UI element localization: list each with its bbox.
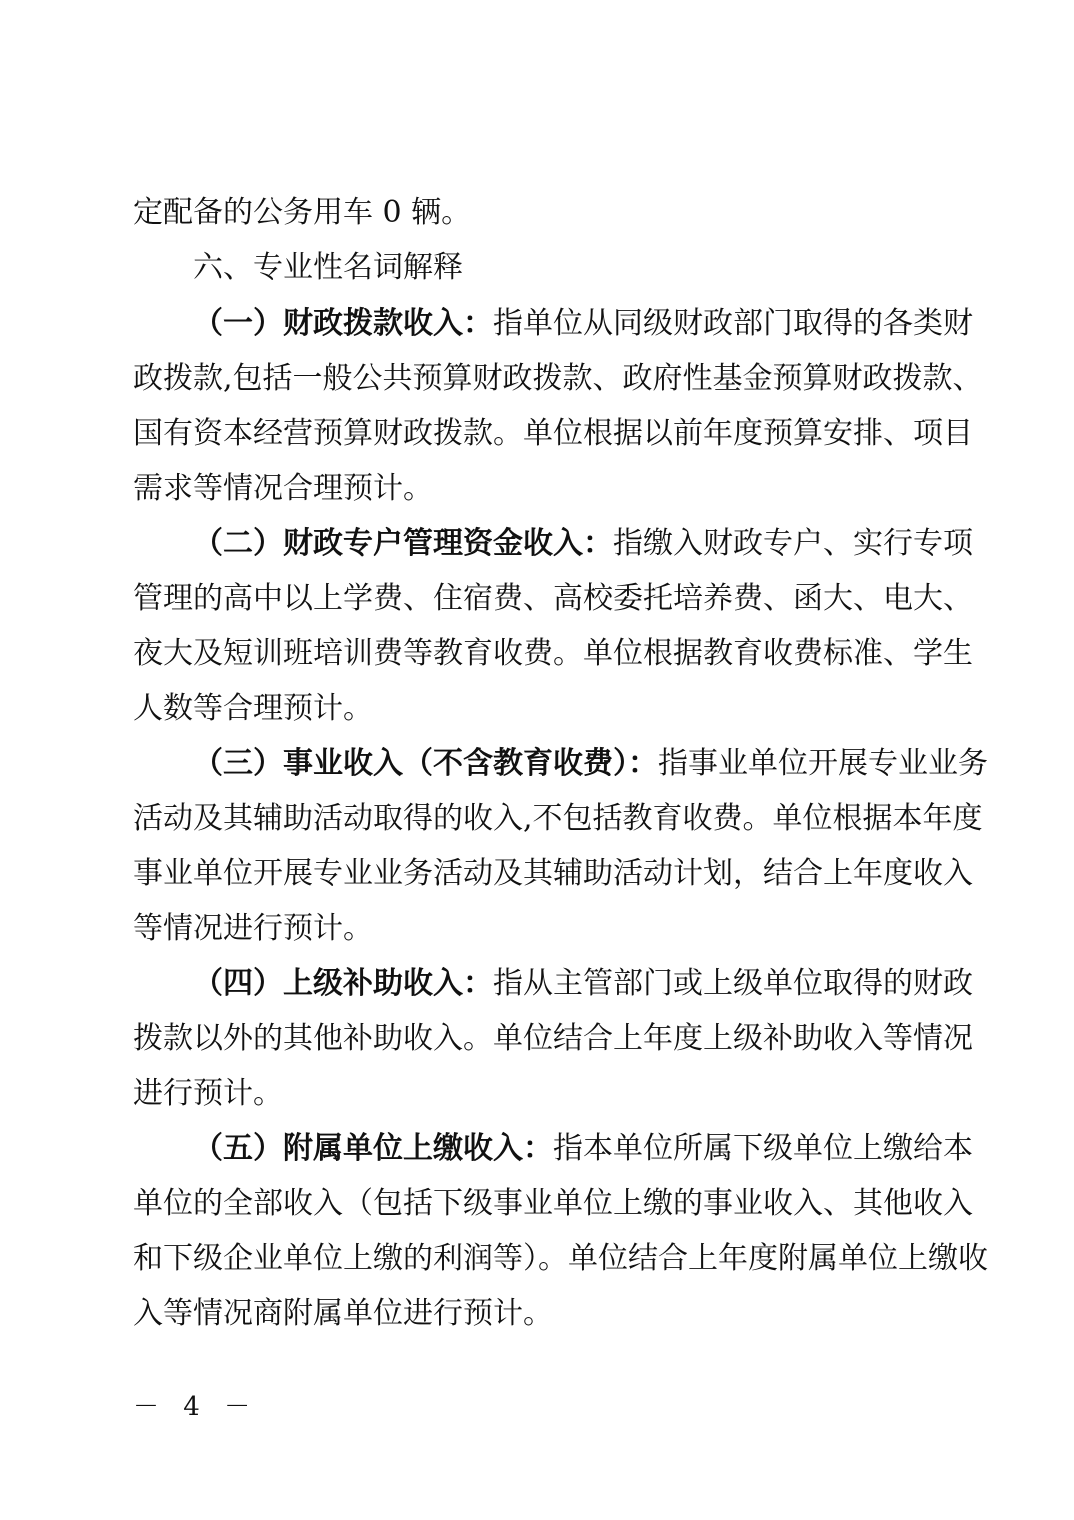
item-4-text: 指从主管部门或上级单位取得的财政 — [493, 966, 973, 1001]
continuation-line: 定配备的公务用车 0 辆。 — [133, 195, 472, 230]
item-3-first-line — [193, 744, 988, 784]
item-2-term: （二）财政专户管理资金收入： — [193, 526, 613, 561]
item-5-first-line — [193, 1129, 973, 1169]
item-2-line-3: 夜大及短训班培训费等教育收费。单位根据教育收费标准、学生 — [133, 636, 973, 671]
item-4-term: （四）上级补助收入： — [193, 966, 493, 1001]
item-5-line-4: 入等情况商附属单位进行预计。 — [133, 1296, 553, 1331]
section-heading: 六、专业性名词解释 — [193, 250, 463, 285]
item-4-line-2: 拨款以外的其他补助收入。单位结合上年度上级补助收入等情况 — [133, 1021, 973, 1056]
item-2-first-line — [193, 524, 973, 564]
item-1-line-3: 国有资本经营预算财政拨款。单位根据以前年度预算安排、项目 — [133, 416, 973, 451]
item-4-line-3: 进行预计。 — [133, 1076, 283, 1111]
item-5-text: 指本单位所属下级单位上缴给本 — [553, 1131, 973, 1166]
item-4-first-line — [193, 964, 973, 1004]
item-3-line-2: 活动及其辅助活动取得的收入,不包括教育收费。单位根据本年度 — [133, 801, 983, 836]
item-1-term: （一）财政拨款收入： — [193, 306, 493, 341]
page-number: － 4 － — [133, 1392, 259, 1422]
item-2-line-2: 管理的高中以上学费、住宿费、高校委托培养费、函大、电大、 — [133, 581, 973, 616]
item-5-line-2: 单位的全部收入（包括下级事业单位上缴的事业收入、其他收入 — [133, 1186, 973, 1221]
item-5-term: （五）附属单位上缴收入： — [193, 1131, 553, 1166]
item-3-line-4: 等情况进行预计。 — [133, 911, 373, 946]
item-2-text: 指缴入财政专户、实行专项 — [613, 526, 973, 561]
item-5-line-3: 和下级企业单位上缴的利润等）。单位结合上年度附属单位上缴收 — [133, 1241, 988, 1276]
item-1-line-4: 需求等情况合理预计。 — [133, 471, 433, 506]
item-1-first-line — [193, 304, 973, 344]
item-1-line-2: 政拨款,包括一般公共预算财政拨款、政府性基金预算财政拨款、 — [133, 361, 983, 396]
item-1-text: 指单位从同级财政部门取得的各类财 — [493, 306, 973, 341]
item-3-text: 指事业单位开展专业业务 — [658, 746, 988, 781]
item-3-term: （三）事业收入（不含教育收费）： — [193, 746, 658, 781]
item-2-line-4: 人数等合理预计。 — [133, 691, 373, 726]
item-3-line-3: 事业单位开展专业业务活动及其辅助活动计划，结合上年度收入 — [133, 856, 973, 891]
